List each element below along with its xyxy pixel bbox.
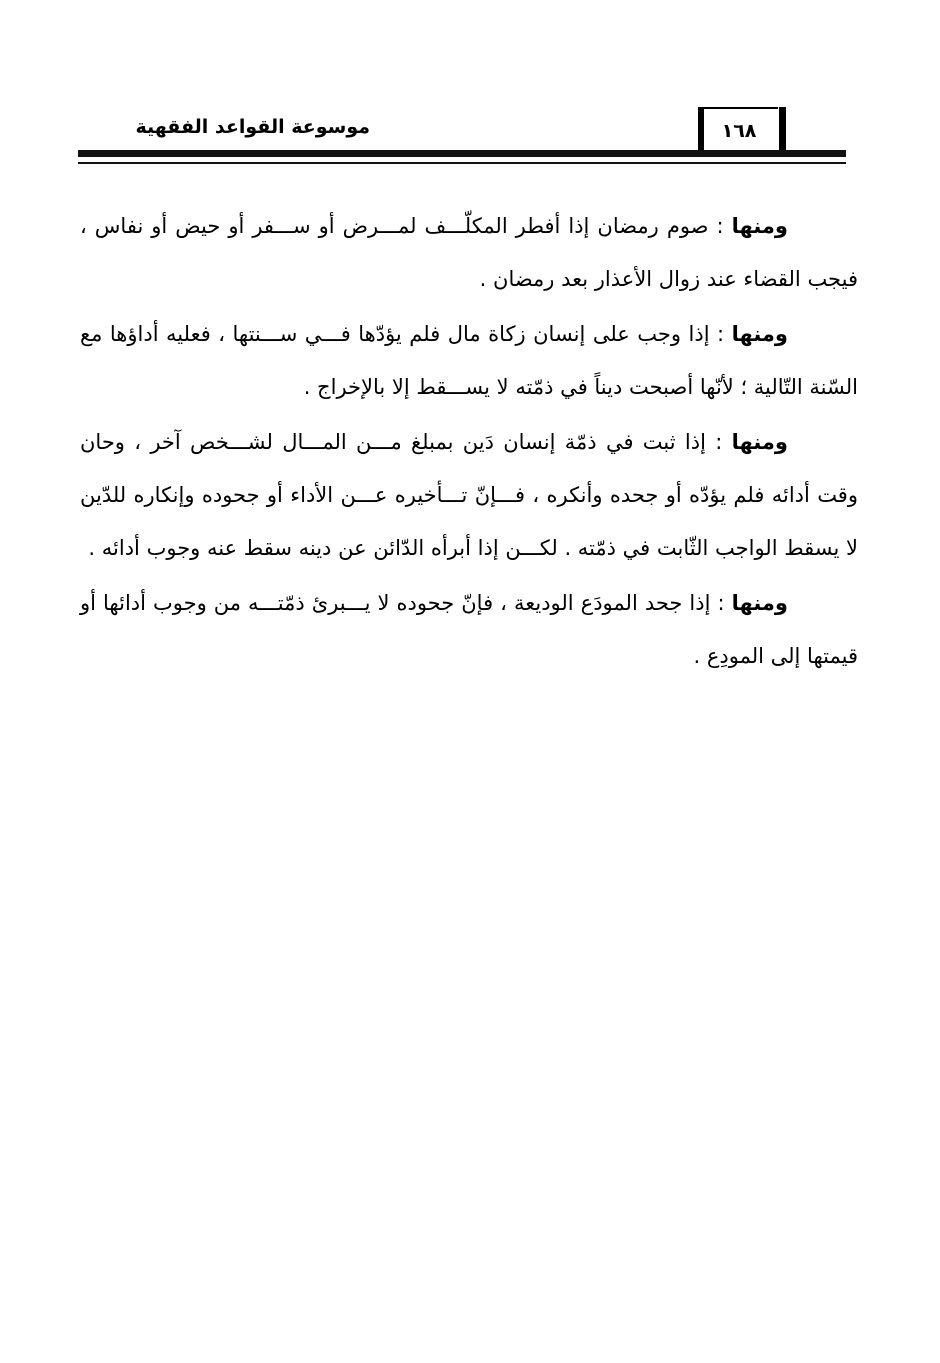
paragraph-text: : صوم رمضان إذا أفطر المكلّـــف لمـــرض أو ســـفر أو حيض أو نفاس ، فيجب القضاء عند زوال الأعذار بعد رمضان . [80,214,858,291]
paragraph-1 [80,200,858,306]
paragraph-lead: ومنها [731,591,788,615]
paragraph-lead: ومنها [731,322,788,346]
paragraph-3 [80,416,858,575]
paragraph-lead: ومنها [731,430,788,454]
paragraph-4 [80,577,858,683]
running-header-title: موسوعة القواعد الفقهية [135,116,370,138]
paragraph-lead: ومنها [731,214,788,238]
paragraph-2 [80,308,858,414]
page-number-frame [698,107,778,155]
header-rule-thick [78,150,846,157]
paragraph-text: : إذا ثبت في ذمّة إنسان دَين بمبلغ مـــن المـــال لشـــخص آخر ، وحان وقت أدائه فلم يؤدّه أو جحده وأنكره ، فـــإنّ تـــأخيره عـــن الأداء أو جحوده وإنكاره للدّين لا يسقط الواجب الثّابت في ذمّته . لكـــن إذا أبرأه الدّائن عن دينه سقط عنه وجوب أدائه . [80,430,858,560]
paragraph-text: : إذا وجب على إنسان زكاة مال فلم يؤدّها فـــي ســـنتها ، فعليه أداؤها مع السّنة التّالية ؛ لأنّها أصبحت ديناً في ذمّته لا يســـقط إلا بالإخراج . [80,322,858,399]
body-text [80,200,858,685]
paragraph-text: : إذا جحد المودَع الوديعة ، فإنّ جحوده لا يـــبرئ ذمّتـــه من وجوب أدائها أو قيمتها إلى المودِع . [80,591,858,668]
header-rule-thin [78,162,846,164]
page-number: ١٦٨ [721,120,757,142]
